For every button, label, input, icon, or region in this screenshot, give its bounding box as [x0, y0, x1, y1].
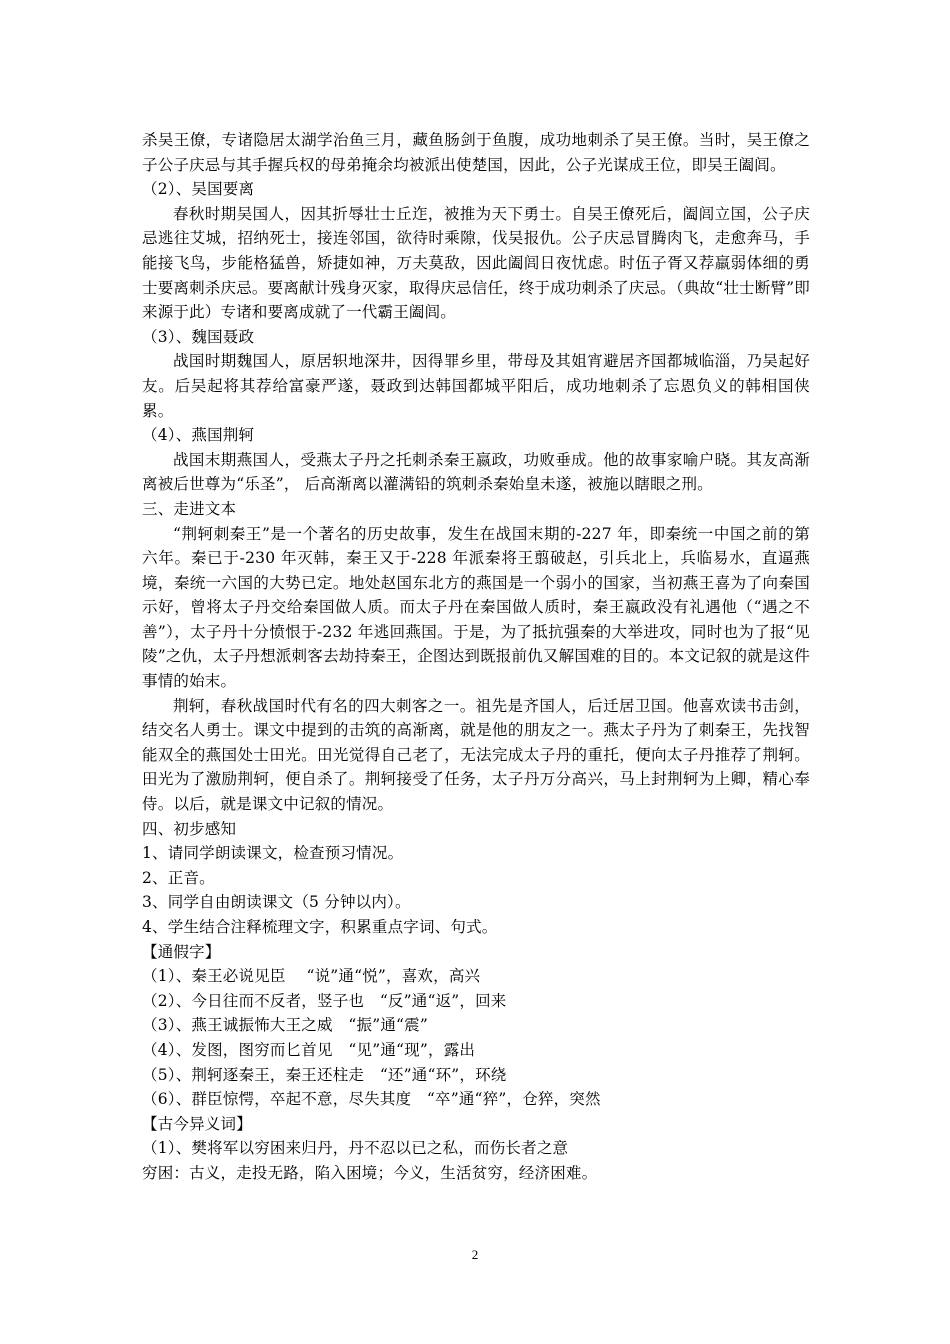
paragraph: （1）、秦王必说见臣 “说”通“悦”，喜欢，高兴 [142, 967, 481, 986]
paragraph: “荆轲刺秦王”是一个著名的历史故事，发生在战国末期的-227 年，即秦统一中国之前的第六年。秦已于-230 年灭韩，秦王又于-228 年派秦将王翦破赵，引兵北上，兵临易水，直逼燕境，秦统一六国的大势已定。地处赵国东北方的燕国是一个弱小的国家，当初燕王喜为了向秦国示好，曾将太子丹交给秦国做人质。而太子丹在秦国做人质时，秦王嬴政没有礼遇他（“遇之不善”），太子丹十分愤恨于-232 年逃回燕国。于是，为了抵抗强秦的大举进攻，同时也为了报“见陵”之仇，太子丹想派刺客去劫持秦王，企图达到既报前仇又解国难的目的。本文记叙的就是这件事情的始末。 [142, 524, 810, 691]
paragraph: （1）、樊将军以穷困来归丹，丹不忍以已之私，而伤长者之意 [142, 1139, 569, 1158]
paragraph: 3、同学自由朗读课文（5 分钟以内）。 [142, 893, 411, 912]
paragraph: （4）、发图，图穷而匕首见 “见”通“现”，露出 [142, 1040, 476, 1059]
paragraph: 1、请同学朗读课文，检查预习情况。 [142, 844, 404, 863]
paragraph: 荆轲，春秋战国时代有名的四大刺客之一。祖先是齐国人，后迁居卫国。他喜欢读书击剑，结交名人勇士。课文中提到的击筑的高渐离，就是他的朋友之一。燕太子丹为了刺秦王，先找智能双全的燕国处士田光。田光觉得自己老了，无法完成太子丹的重托，便向太子丹推荐了荆轲。田光为了激励荆轲，便自杀了。荆轲接受了任务，太子丹万分高兴，马上封荆轲为上卿，精心奉侍。以后，就是课文中记叙的情况。 [142, 696, 810, 814]
paragraph: 【通假字】 [142, 942, 221, 961]
paragraph: 战国末期燕国人，受燕太子丹之托刺杀秦王嬴政，功败垂成。他的故事家喻户晓。其友高渐离被后世尊为“乐圣”， 后高渐离以灌满铅的筑刺杀秦始皇未遂，被施以瞎眼之刑。 [142, 450, 810, 494]
paragraph: （2）、今日往而不反者，竖子也 “反”通“返”，回来 [142, 991, 507, 1010]
paragraph: 4、学生结合注释梳理文字，积累重点字词、句式。 [142, 918, 498, 936]
document-body [142, 128, 810, 1186]
paragraph: 杀吴王僚，专诸隐居太湖学治鱼三月，藏鱼肠剑于鱼腹，成功地刺杀了吴王僚。当时，吴王僚之子公子庆忌与其手握兵权的母弟掩余均被派出使楚国，因此，公子光谋成王位，即吴王阖闾。 [142, 131, 810, 174]
paragraph: （2）、吴国要离 [142, 180, 255, 199]
paragraph: 春秋时期吴国人，因其折辱壮士丘迮，被推为天下勇士。自吴王僚死后，阖闾立国，公子庆忌逃往艾城，招纳死士，接连邻国，欲待时乘隙，伐吴报仇。公子庆忌冒腾肉飞，走愈奔马，手能接飞鸟，步能格猛兽，矫捷如神，万夫莫敌，因此阖闾日夜忧虑。时伍子胥又荐羸弱体细的勇士要离刺杀庆忌。要离献计残身灭家，取得庆忌信任，终于成功刺杀了庆忌。（典故“壮士断臂”即来源于此）专诸和要离成就了一代霸王阖闾。 [142, 204, 810, 322]
paragraph: （3）、魏国聂政 [142, 327, 255, 346]
paragraph: （4）、燕国荆轲 [142, 426, 255, 445]
paragraph: 穷困：古义，走投无路，陷入困境；今义，生活贫穷，经济困难。 [142, 1163, 598, 1182]
paragraph: （5）、荆轲逐秦王，秦王还柱走 “还”通“环”，环绕 [142, 1065, 507, 1084]
paragraph: 战国时期魏国人，原居轵地深井，因得罪乡里，带母及其姐宵避居齐国都城临淄，乃吴起好友。后吴起将其荐给富豪严遂，聂政到达韩国都城平阳后，成功地刺杀了忘恩负义的韩相国侠累。 [142, 352, 810, 420]
paragraph: 四、初步感知 [142, 819, 237, 838]
paragraph: 三、走进文本 [142, 499, 237, 518]
page-number: 2 [471, 1247, 479, 1262]
paragraph: （3）、燕王诚振怖大王之威 “振”通“震” [142, 1016, 429, 1035]
paragraph: 2、正音。 [142, 868, 215, 887]
paragraph: （6）、群臣惊愕，卒起不意，尽失其度 “卒”通“猝”，仓猝，突然 [142, 1090, 601, 1109]
paragraph: 【古今异义词】 [142, 1114, 252, 1133]
